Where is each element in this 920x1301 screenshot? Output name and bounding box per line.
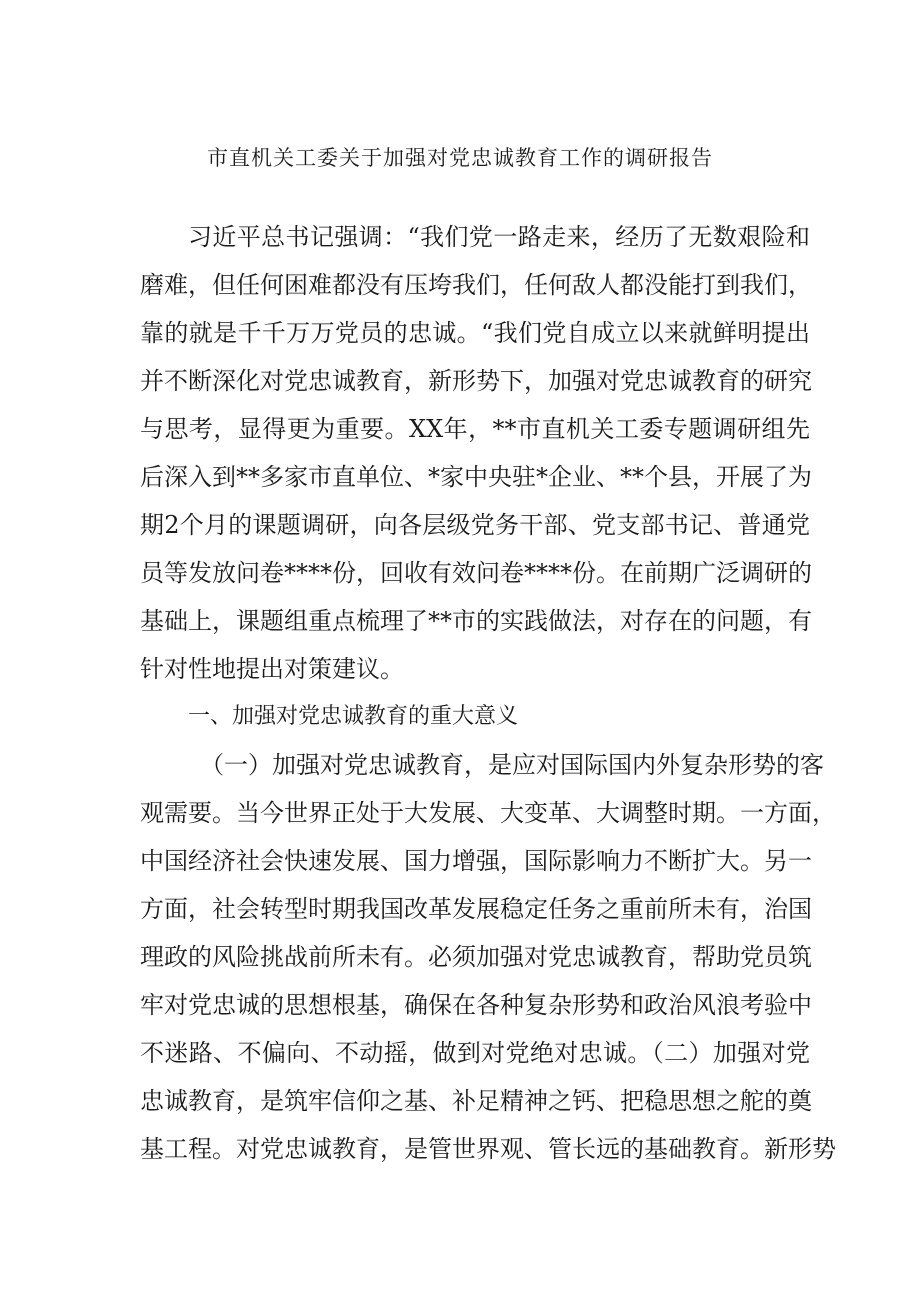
paragraph-line: 基工程。对党忠诚教育，是管世界观、管长远的基础教育。新形势 (140, 1135, 836, 1163)
paragraph-line: 与思考，显得更为重要。XX年，**市直机关工委专题调研组先 (140, 415, 810, 443)
paragraph-line: 不迷路、不偏向、不动摇，做到对党绝对忠诚。（二）加强对党 (140, 1039, 810, 1067)
paragraph-line: 观需要。当今世界正处于大发展、大变革、大调整时期。一方面， (140, 799, 836, 827)
paragraph-line: 靠的就是千千万万党员的忠诚。“我们党自成立以来就鲜明提出 (140, 319, 810, 347)
paragraph-line: 针对性地提出对策建议。 (140, 655, 404, 683)
paragraph-line: 磨难，但任何困难都没有压垮我们，任何敌人都没能打到我们， (140, 271, 812, 299)
paragraph-line: 期2个月的课题调研，向各层级党务干部、党支部书记、普通党 (140, 511, 810, 539)
paragraph-line: 并不断深化对党忠诚教育，新形势下，加强对党忠诚教育的研究 (140, 367, 812, 395)
paragraph-line: 后深入到**多家市直单位、*家中央驻*企业、**个县，开展了为 (140, 463, 812, 491)
paragraph-line: （一）加强对党忠诚教育，是应对国际国内外复杂形势的客 (200, 751, 824, 779)
paragraph-line: 忠诚教育，是筑牢信仰之基、补足精神之钙、把稳思想之舵的奠 (140, 1087, 812, 1115)
document-title: 市直机关工委关于加强对党忠诚教育工作的调研报告 (207, 146, 713, 170)
paragraph-line: 牢对党忠诚的思想根基，确保在各种复杂形势和政治风浪考验中 (140, 991, 812, 1019)
paragraph-line: 员等发放问卷****份，回收有效问卷****份。在前期广泛调研的 (140, 559, 812, 587)
paragraph-line: 中国经济社会快速发展、国力增强，国际影响力不断扩大。另一 (140, 847, 812, 875)
paragraph-line: 基础上，课题组重点梳理了**市的实践做法，对存在的问题，有 (140, 607, 812, 635)
paragraph-line: 理政的风险挑战前所未有。必须加强对党忠诚教育，帮助党员筑 (140, 943, 812, 971)
paragraph-line: 方面，社会转型时期我国改革发展稳定任务之重前所未有，治国 (140, 895, 812, 923)
section-heading: 一、加强对党忠诚教育的重大意义 (188, 704, 519, 729)
paragraph-line: 习近平总书记强调：“我们党一路走来，经历了无数艰险和 (188, 223, 810, 251)
